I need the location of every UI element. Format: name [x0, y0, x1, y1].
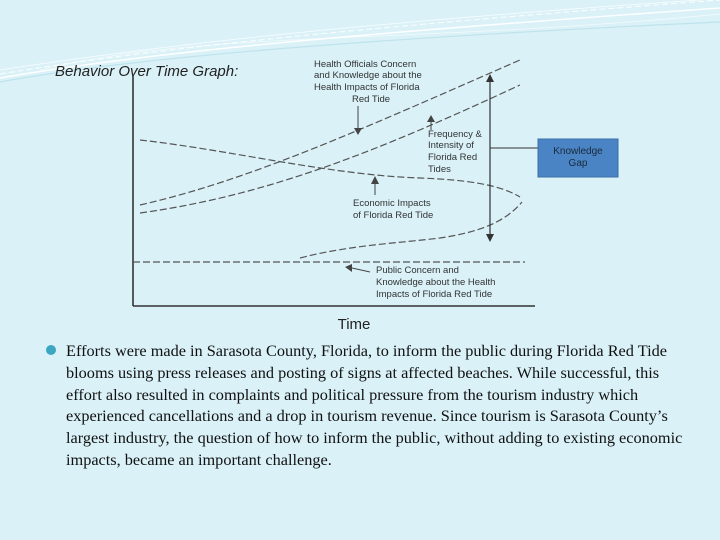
label-health-officials-2: and Knowledge about the: [314, 70, 422, 81]
label-frequency-3: Florida Red: [428, 152, 478, 163]
bullet-text: Efforts were made in Sarasota County, Florida, to inform the public during Florida Red Tide blooms using press releases and posting of signs at affected beaches. While successful, this effort also resulted in complaints and political pressure from the tourism industry which experienced cancellations and a drop in tourism revenue. Since tourism is Sarasota County’s largest industry, the question of how to inform the public, without adding to existing economic impacts, became an important challenge.: [66, 341, 683, 469]
label-health-officials-1: Health Officials Concern: [314, 59, 417, 70]
label-frequency-4: Tides: [428, 164, 451, 175]
label-economic-1: Economic Impacts: [353, 198, 431, 209]
x-axis-label: Time: [337, 316, 371, 333]
label-public-1: Public Concern and: [376, 265, 459, 276]
bullet-dot-icon: [46, 345, 56, 355]
slide-title: Behavior Over Time Graph:: [55, 63, 239, 80]
label-economic-2: of Florida Red Tide: [353, 210, 434, 221]
bullet-item: [46, 340, 686, 471]
label-public-2: Knowledge about the Health: [376, 277, 496, 288]
label-public-3: Impacts of Florida Red Tide: [376, 289, 493, 300]
knowledge-gap-line-1: Knowledge: [553, 146, 603, 157]
label-health-officials-3: Health Impacts of Florida: [314, 82, 420, 93]
label-health-officials-4: Red Tide: [352, 94, 391, 105]
knowledge-gap-line-2: Gap: [568, 158, 588, 169]
label-frequency-2: Intensity of: [428, 140, 474, 151]
arrow-public: [352, 268, 370, 272]
label-frequency-1: Frequency &: [428, 129, 482, 140]
